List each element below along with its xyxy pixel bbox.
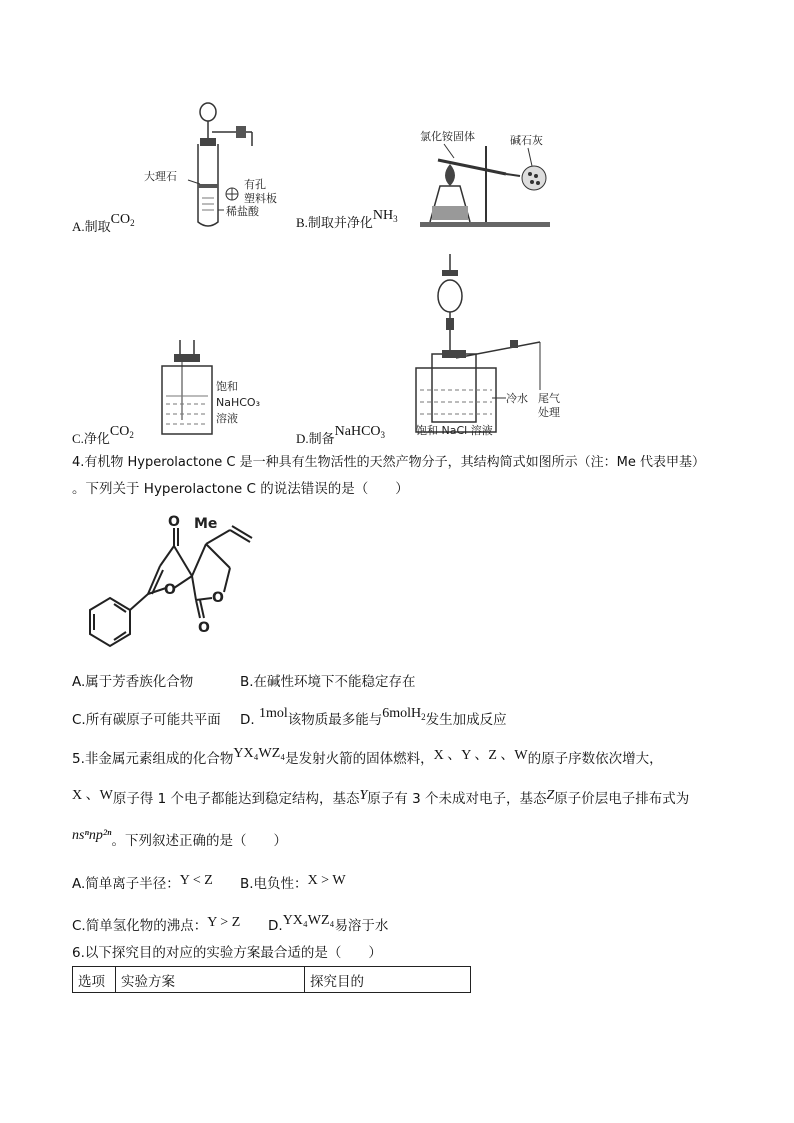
label-solution: 溶液: [216, 412, 238, 425]
q5-elements: X 、Y 、Z 、W: [433, 748, 528, 763]
option-a-label: A.制取: [72, 219, 111, 234]
q5-option-c-formula: Y > Z: [207, 915, 241, 930]
q6-stem: 6.以下探究目的对应的实验方案最合适的是（ ）: [72, 945, 382, 961]
mol-o-lactone: O: [212, 590, 224, 606]
col-purpose: 探究目的: [305, 967, 471, 993]
col-plan: 实验方案: [116, 967, 305, 993]
option-a-sub: 2: [130, 218, 135, 228]
q5-config: nsⁿnp²ⁿ: [72, 828, 112, 843]
q4-option-d-h2-sub: 2: [421, 712, 426, 722]
label-nh4cl: 氯化铵固体: [420, 130, 475, 143]
label-tail-2: 处理: [538, 406, 560, 419]
mol-methyl: Me: [194, 516, 218, 532]
q4-option-d-prefix: D.: [240, 712, 255, 728]
q5-line2: [72, 788, 689, 811]
option-d-formula: NaHCO: [334, 424, 381, 439]
q4-option-d-mid: 该物质最多能与: [287, 712, 383, 728]
option-d: [296, 424, 386, 448]
option-a-formula: CO: [110, 212, 131, 227]
q5-line2-d: 原子价层电子排布式为: [554, 791, 690, 807]
col-option: 选项: [73, 967, 116, 993]
q5-option-d-pre: D.: [268, 918, 283, 934]
q4-option-c: C.所有碳原子可能共平面: [72, 712, 221, 728]
q5-formula: YX₄WZ₄: [233, 746, 286, 761]
option-c-sub: 2: [129, 430, 134, 440]
figure-co2-generator: [140, 98, 277, 233]
q5-option-b: [240, 872, 346, 893]
option-c-label: C.净化: [72, 431, 110, 446]
figure-nahco3-apparatus: [412, 250, 562, 440]
q5-line3-post: 。下列叙述正确的是（ ）: [111, 833, 287, 849]
q4-option-d-mol: 1mol: [258, 706, 288, 721]
option-c-formula: CO: [109, 424, 130, 439]
option-d-sub: 3: [380, 430, 386, 440]
q5-option-c-pre: C.简单氢化物的沸点：: [72, 918, 208, 934]
q4-stem-line2: 。下列关于 Hyperolactone C 的说法错误的是（ ）: [72, 481, 409, 497]
option-d-label: D.制备: [296, 431, 335, 446]
q5-line2-b: 原子得 1 个电子都能达到稳定结构，基态: [112, 791, 360, 807]
label-plate-2: 塑料板: [244, 192, 277, 205]
figure-wash-bottle: [150, 340, 275, 440]
q5-y: Y: [359, 788, 368, 803]
label-acid: 稀盐酸: [226, 205, 259, 218]
q5-option-b-formula: X > W: [307, 873, 346, 888]
option-b-label: B.制取并净化: [296, 215, 373, 230]
label-saturated: 饱和: [216, 380, 238, 393]
q5-xw: X 、W: [72, 788, 113, 803]
label-cold-water: 冷水: [506, 392, 528, 405]
option-b-sub: 3: [393, 214, 398, 224]
label-tail-1: 尾气: [538, 392, 560, 405]
q5-option-d-formula: YX₄WZ₄: [282, 913, 335, 928]
q5-line1: [72, 748, 663, 771]
q5-option-d-post: 易溶于水: [334, 918, 389, 934]
q5-line2-c: 原子有 3 个未成对电子，基态: [367, 791, 547, 807]
mol-o-ketone: O: [168, 514, 180, 530]
figure-nh3-generator: [410, 126, 560, 231]
option-b: [296, 208, 398, 232]
q5-option-a: [72, 872, 213, 893]
q5-post: 的原子序数依次增大，: [527, 751, 663, 767]
q5-mid: 是发射火箭的固体燃料，: [285, 751, 434, 767]
q4-option-b: B.在碱性环境下不能稳定存在: [240, 674, 416, 690]
q5-pre: 5.非金属元素组成的化合物: [72, 751, 234, 767]
label-plate-1: 有孔: [244, 178, 266, 191]
q5-option-a-pre: A.简单离子半径：: [72, 876, 180, 892]
q4-option-d-h2: 6molH: [382, 706, 422, 721]
q5-z: Z: [546, 788, 555, 803]
q5-option-c: [72, 914, 240, 935]
q4-option-d-post: 发生加成反应: [425, 712, 507, 728]
molecule-hyperolactone-c: [70, 508, 260, 658]
q5-line3: [72, 830, 287, 853]
q5-option-b-pre: B.电负性：: [240, 876, 308, 892]
label-nahco3: NaHCO₃: [216, 396, 260, 409]
experiment-table: [72, 966, 471, 993]
option-b-formula: NH: [372, 208, 394, 223]
q4-option-d: [240, 708, 507, 729]
q4-option-a: A.属于芳香族化合物: [72, 674, 194, 690]
mol-o-carbonyl: O: [198, 620, 210, 636]
option-c: [72, 424, 134, 448]
label-marble: 大理石: [144, 170, 177, 183]
q5-option-d: [268, 914, 388, 935]
q4-stem-line1: 4.有机物 Hyperolactone C 是一种具有生物活性的天然产物分子，其结构简式如图所示（注：Me 代表甲基）: [72, 455, 705, 470]
option-a: [72, 212, 135, 235]
label-nacl-solution: 饱和 NaCl 溶液: [416, 424, 493, 437]
q5-option-a-formula: Y < Z: [179, 873, 213, 888]
label-soda-lime: 碱石灰: [510, 134, 543, 147]
table-header-row: [73, 967, 471, 993]
mol-o-ring: O: [164, 582, 176, 598]
